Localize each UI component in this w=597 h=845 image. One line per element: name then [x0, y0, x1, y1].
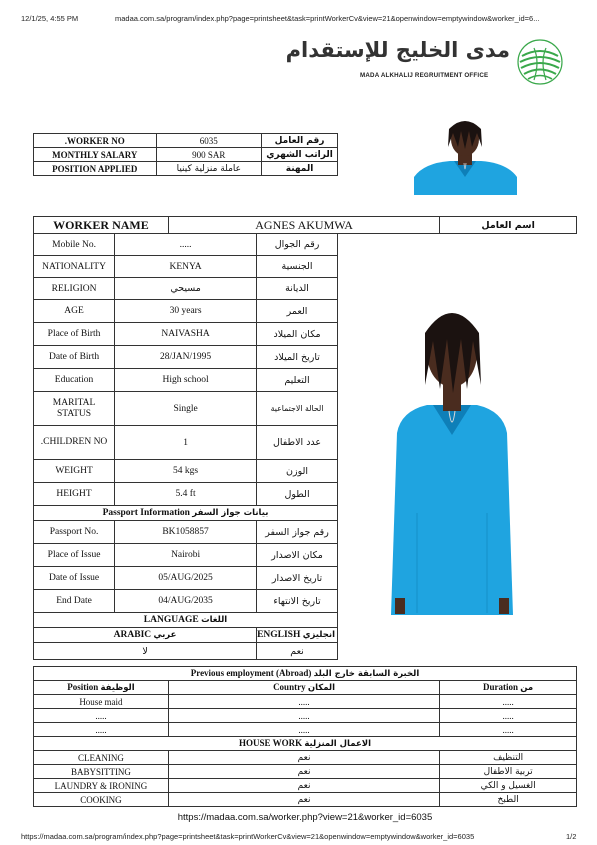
passport-label-ar: تاريخ الاصدار — [257, 567, 338, 590]
housework-label-en: LAUNDRY & IRONING — [34, 779, 169, 793]
passport-value: BK1058857 — [115, 521, 257, 544]
details-value: 54 kgs — [115, 460, 257, 483]
details-row — [34, 300, 338, 323]
language-english-label-ar: انجليزي — [302, 630, 335, 640]
col-country — [168, 681, 439, 695]
details-label-en: Education — [34, 369, 115, 392]
details-value: 1 — [115, 426, 257, 460]
details-label-en: NATIONALITY — [34, 256, 115, 278]
details-label-ar: عدد الاطفال — [257, 426, 338, 460]
housework-row — [34, 765, 577, 779]
details-label-ar: رقم الجوال — [257, 234, 338, 256]
worker-name-value: AGNES AKUMWA — [168, 217, 439, 234]
details-label-ar: الجنسية — [257, 256, 338, 278]
passport-heading — [34, 506, 338, 521]
details-row — [34, 346, 338, 369]
details-label-en: WEIGHT — [34, 460, 115, 483]
details-value: 28/JAN/1995 — [115, 346, 257, 369]
passport-row — [34, 590, 338, 613]
details-label-en: Place of Birth — [34, 323, 115, 346]
details-value: 5.4 ft — [115, 483, 257, 506]
summary-label-en: .WORKER NO — [34, 134, 157, 148]
worker-name-label-ar: اسم العامل — [440, 217, 577, 234]
passport-value: 05/AUG/2025 — [115, 567, 257, 590]
housework-label-ar: الطبخ — [440, 793, 577, 807]
language-heading-ar: اللغات — [201, 615, 228, 625]
housework-label-en: CLEANING — [34, 751, 169, 765]
print-page-number: 1/2 — [566, 832, 577, 841]
employment-duration: ..... — [440, 709, 577, 723]
employment-row — [34, 695, 577, 709]
passport-label-en: Date of Issue — [34, 567, 115, 590]
housework-heading-row — [34, 737, 577, 751]
passport-label-ar: رقم جواز السفر — [257, 521, 338, 544]
housework-label-en: BABYSITTING — [34, 765, 169, 779]
employment-duration: ..... — [440, 695, 577, 709]
details-label-ar: العمر — [257, 300, 338, 323]
col-position-en: Position — [67, 682, 99, 692]
worker-name-label-en: WORKER NAME — [34, 217, 169, 234]
summary-value: 6035 — [156, 134, 262, 148]
details-label-en: MARITAL STATUS — [34, 392, 115, 426]
passport-label-en: Place of Issue — [34, 544, 115, 567]
details-value: KENYA — [115, 256, 257, 278]
employment-country: ..... — [168, 695, 439, 709]
housework-label-ar: التنظيف — [440, 751, 577, 765]
col-duration-ar: من — [520, 683, 534, 693]
summary-label-en: POSITION APPLIED — [34, 162, 157, 176]
language-arabic-label-en: ARABIC — [113, 630, 152, 640]
housework-heading-en: HOUSE WORK — [238, 738, 303, 748]
details-row — [34, 234, 338, 256]
details-row — [34, 256, 338, 278]
print-footer-url: https://madaa.com.sa/program/index.php?page=printsheet&task=printWorkerCv&view=21&openwindow=emptywindow&worker_id=6035 — [21, 832, 475, 841]
language-values-row — [34, 643, 338, 660]
details-label-ar: الطول — [257, 483, 338, 506]
language-english-label-en: ENGLISH — [257, 630, 301, 640]
housework-value: نعم — [168, 751, 439, 765]
housework-label-ar: الغسيل و الكي — [440, 779, 577, 793]
passport-heading-en: Passport Information — [102, 508, 190, 518]
company-logo — [285, 36, 576, 92]
language-heading-en: LANGUAGE — [143, 615, 199, 625]
details-label-ar: تاريخ الميلاد — [257, 346, 338, 369]
details-label-en: RELIGION — [34, 278, 115, 300]
employment-heading — [34, 667, 577, 681]
details-table — [33, 233, 338, 660]
details-label-ar: التعليم — [257, 369, 338, 392]
passport-label-en: Passport No. — [34, 521, 115, 544]
employment-country: ..... — [168, 723, 439, 737]
housework-label-ar: تربية الاطفال — [440, 765, 577, 779]
print-url: madaa.com.sa/program/index.php?page=printsheet&task=printWorkerCv&view=21&openwindow=emptywindow&worker_id=6... — [115, 14, 540, 23]
details-label-en: AGE — [34, 300, 115, 323]
housework-heading — [34, 737, 577, 751]
worker-name-row — [34, 217, 577, 234]
details-label-en: Mobile No. — [34, 234, 115, 256]
employment-table — [33, 666, 577, 807]
col-duration-en: Duration — [483, 682, 519, 692]
summary-label-ar: رقم العامل — [262, 134, 338, 148]
summary-label-ar: المهنة — [262, 162, 338, 176]
employment-duration: ..... — [440, 723, 577, 737]
details-value: NAIVASHA — [115, 323, 257, 346]
language-heading — [34, 613, 338, 628]
logo-arabic-text: مدى الخليج للإستقدام — [285, 38, 510, 62]
employment-columns-row — [34, 681, 577, 695]
details-value: 30 years — [115, 300, 257, 323]
housework-value: نعم — [168, 793, 439, 807]
details-label-ar: الوزن — [257, 460, 338, 483]
passport-heading-row — [34, 506, 338, 521]
language-english-label — [257, 628, 338, 643]
employment-heading-en: Previous employment (Abroad) — [190, 668, 312, 678]
language-arabic-label-ar: عربي — [153, 630, 177, 640]
employment-country: ..... — [168, 709, 439, 723]
col-duration — [440, 681, 577, 695]
details-label-ar: مكان الميلاد — [257, 323, 338, 346]
employment-heading-ar: الخبرة السابقة خارج البلد — [313, 669, 420, 679]
employment-heading-row — [34, 667, 577, 681]
col-position — [34, 681, 169, 695]
employment-row — [34, 723, 577, 737]
housework-row — [34, 793, 577, 807]
summary-table — [33, 133, 338, 176]
passport-heading-ar: بيانات جواز السفر — [192, 508, 269, 518]
housework-row — [34, 751, 577, 765]
housework-row — [34, 779, 577, 793]
passport-label-ar: مكان الاصدار — [257, 544, 338, 567]
print-datetime: 12/1/25, 4:55 PM — [21, 14, 79, 23]
language-english-value: نعم — [257, 643, 338, 660]
employment-row — [34, 709, 577, 723]
details-value: ..... — [115, 234, 257, 256]
details-row — [34, 323, 338, 346]
employment-position: ..... — [34, 709, 169, 723]
details-label-en: .CHILDREN NO — [34, 426, 115, 460]
worker-name-table — [33, 216, 577, 234]
housework-value: نعم — [168, 765, 439, 779]
details-label-en: Date of Birth — [34, 346, 115, 369]
passport-label-ar: تاريخ الانتهاء — [257, 590, 338, 613]
details-row — [34, 278, 338, 300]
details-row — [34, 460, 338, 483]
summary-label-ar: الراتب الشهري — [262, 148, 338, 162]
housework-label-en: COOKING — [34, 793, 169, 807]
details-row — [34, 369, 338, 392]
summary-label-en: MONTHLY SALARY — [34, 148, 157, 162]
profile-link[interactable]: https://madaa.com.sa/worker.php?view=21&worker_id=6035 — [177, 812, 433, 823]
logo-english-text: MADA ALKHALIJ REGRUITMENT OFFICE — [360, 72, 489, 79]
summary-row-salary — [34, 148, 338, 162]
language-arabic-label — [34, 628, 257, 643]
housework-value: نعم — [168, 779, 439, 793]
worker-photo-small — [414, 117, 517, 195]
passport-value: Nairobi — [115, 544, 257, 567]
details-row — [34, 392, 338, 426]
details-row — [34, 426, 338, 460]
summary-row-worker-no — [34, 134, 338, 148]
logo-globe-icon — [516, 38, 564, 86]
passport-value: 04/AUG/2035 — [115, 590, 257, 613]
passport-label-en: End Date — [34, 590, 115, 613]
details-row — [34, 483, 338, 506]
details-value: High school — [115, 369, 257, 392]
details-value: مسيحي — [115, 278, 257, 300]
worker-photo-full — [387, 293, 517, 621]
col-country-en: Country — [273, 682, 306, 692]
col-position-ar: الوظيفة — [100, 683, 135, 693]
employment-position: House maid — [34, 695, 169, 709]
passport-row — [34, 544, 338, 567]
passport-row — [34, 567, 338, 590]
employment-position: ..... — [34, 723, 169, 737]
housework-heading-ar: الاعمال المنزلية — [304, 739, 371, 749]
passport-row — [34, 521, 338, 544]
details-value: Single — [115, 392, 257, 426]
language-labels-row — [34, 628, 338, 643]
language-heading-row — [34, 613, 338, 628]
summary-value: عاملة منزلية كينيا — [156, 162, 262, 176]
summary-row-position — [34, 162, 338, 176]
summary-value: 900 SAR — [156, 148, 262, 162]
col-country-ar: المكان — [307, 683, 336, 693]
details-label-ar: الحالة الاجتماعية — [257, 392, 338, 426]
details-label-en: HEIGHT — [34, 483, 115, 506]
language-arabic-value: لا — [34, 643, 257, 660]
details-label-ar: الديانة — [257, 278, 338, 300]
